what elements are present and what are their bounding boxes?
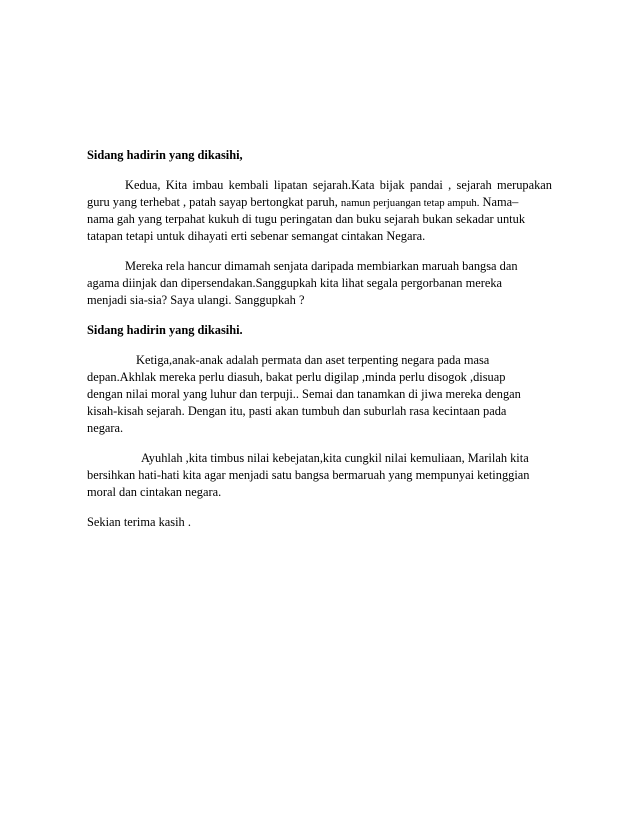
paragraph-line: dengan nilai moral yang luhur dan terpuji.. Semai dan tanamkan di jiwa mereka dengan — [87, 387, 521, 401]
paragraph-kedua — [87, 177, 552, 245]
paragraph-line: Ketiga,anak-anak adalah permata dan aset terpenting negara pada masa — [136, 353, 490, 367]
paragraph-line — [87, 194, 552, 211]
paragraph-line: Kedua, Kita imbau kembali lipatan sejarah.Kata bijak pandai , sejarah merupakan — [125, 178, 552, 192]
paragraph-gap — [87, 164, 552, 177]
paragraph-ayuhlah — [87, 450, 552, 501]
closing-line: Sekian terima kasih . — [87, 515, 191, 529]
paragraph-gap — [87, 339, 552, 352]
text-run-small: namun perjuangan tetap ampuh. — [340, 197, 480, 209]
paragraph-ketiga — [87, 352, 552, 437]
paragraph-line: moral dan cintakan negara. — [87, 485, 222, 499]
paragraph-line: Mereka rela hancur dimamah senjata daripada membiarkan maruah bangsa dan — [125, 259, 518, 273]
paragraph-line: agama diinjak dan dipersendakan.Sanggupkah kita lihat segala pergorbanan mereka — [87, 276, 503, 290]
paragraph-line: bersihkan hati-hati kita agar menjadi satu bangsa bermaruah yang mempunyai ketinggian — [87, 468, 530, 482]
paragraph-line: Ayuhlah ,kita timbus nilai kebejatan,kita cungkil nilai kemuliaan, Marilah kita — [141, 451, 529, 465]
paragraph-gap — [87, 437, 552, 450]
paragraph-line: menjadi sia-sia? Saya ulangi. Sanggupkah ? — [87, 293, 305, 307]
paragraph-gap — [87, 501, 552, 514]
paragraph-line: tatapan tetapi untuk dihayati erti sebenar semangat cintakan Negara. — [87, 229, 426, 243]
paragraph-gap — [87, 245, 552, 258]
paragraph-line: depan.Akhlak mereka perlu diasuh, bakat perlu digilap ,minda perlu disogok ,disuap — [87, 370, 506, 384]
document-body — [87, 147, 552, 531]
paragraph-line: kisah-kisah sejarah. Dengan itu, pasti akan tumbuh dan suburlah rasa kecintaan pada — [87, 404, 507, 418]
paragraph-line: nama gah yang terpahat kukuh di tugu peringatan dan buku sejarah bukan sekadar untuk — [87, 212, 526, 226]
section-heading: Sidang hadirin yang dikasihi. — [87, 323, 243, 337]
paragraph-gap — [87, 309, 552, 322]
section-heading: Sidang hadirin yang dikasihi, — [87, 148, 243, 162]
text-run: guru yang terhebat , patah sayap bertongkat paruh, — [87, 195, 341, 209]
paragraph-mereka — [87, 258, 552, 309]
text-run: Nama– — [479, 195, 519, 209]
paragraph-line: negara. — [87, 421, 124, 435]
